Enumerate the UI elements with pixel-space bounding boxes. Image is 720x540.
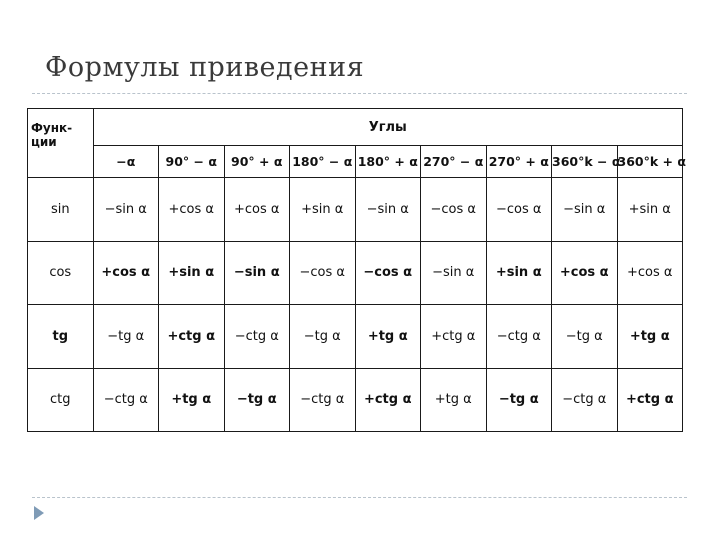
- function-name-cell: cos: [28, 241, 94, 305]
- table-row-cos: [28, 241, 683, 305]
- value-cell: −sin α: [552, 178, 618, 242]
- value-cell: +sin α: [159, 241, 225, 305]
- bottom-divider: [32, 497, 687, 498]
- value-cell: −ctg α: [93, 368, 159, 432]
- value-cell: +ctg α: [159, 305, 225, 369]
- value-cell: −tg α: [93, 305, 159, 369]
- value-cell: +sin α: [486, 241, 552, 305]
- value-cell: −sin α: [421, 241, 487, 305]
- value-cell: −tg α: [290, 305, 356, 369]
- value-cell: +cos α: [552, 241, 618, 305]
- value-cell: +tg α: [159, 368, 225, 432]
- value-cell: −sin α: [355, 178, 421, 242]
- table-row-ctg: [28, 368, 683, 432]
- angle-header-cell: 180° − α: [290, 146, 356, 178]
- angle-header-cell: 360°k + α: [617, 146, 683, 178]
- value-cell: +ctg α: [355, 368, 421, 432]
- angle-header-cell: −α: [93, 146, 159, 178]
- angles-header: Углы: [93, 109, 683, 146]
- value-cell: −tg α: [552, 305, 618, 369]
- value-cell: +tg α: [617, 305, 683, 369]
- value-cell: −tg α: [486, 368, 552, 432]
- value-cell: −ctg α: [290, 368, 356, 432]
- value-cell: +tg α: [421, 368, 487, 432]
- function-name-cell: tg: [28, 305, 94, 369]
- value-cell: −sin α: [224, 241, 290, 305]
- angle-header-cell: 270° + α: [486, 146, 552, 178]
- triangle-bullet-icon: [34, 506, 44, 520]
- value-cell: −cos α: [355, 241, 421, 305]
- functions-header: [28, 109, 94, 178]
- value-cell: −sin α: [93, 178, 159, 242]
- top-divider: [32, 93, 687, 94]
- angle-header-cell: 90° + α: [224, 146, 290, 178]
- value-cell: +cos α: [617, 241, 683, 305]
- value-cell: −tg α: [224, 368, 290, 432]
- value-cell: +ctg α: [617, 368, 683, 432]
- angle-header-cell: 270° − α: [421, 146, 487, 178]
- angle-header-cell: 360°k − α: [552, 146, 618, 178]
- value-cell: +ctg α: [421, 305, 487, 369]
- table-row-sin: [28, 178, 683, 242]
- angle-header-cell: 90° − α: [159, 146, 225, 178]
- value-cell: +sin α: [617, 178, 683, 242]
- value-cell: +cos α: [159, 178, 225, 242]
- reduction-formulas-table: [27, 108, 686, 432]
- value-cell: −ctg α: [486, 305, 552, 369]
- value-cell: +cos α: [93, 241, 159, 305]
- value-cell: −cos α: [290, 241, 356, 305]
- functions-header-line2: ции: [31, 135, 57, 149]
- value-cell: −ctg α: [552, 368, 618, 432]
- functions-header-line1: Функ-: [31, 121, 73, 135]
- angle-header-cell: 180° + α: [355, 146, 421, 178]
- table-row-tg: [28, 305, 683, 369]
- value-cell: −ctg α: [224, 305, 290, 369]
- reduction-formulas-table-container: [27, 108, 686, 432]
- value-cell: −cos α: [486, 178, 552, 242]
- value-cell: +tg α: [355, 305, 421, 369]
- slide-title: Формулы приведения: [45, 52, 365, 83]
- value-cell: −cos α: [421, 178, 487, 242]
- value-cell: +sin α: [290, 178, 356, 242]
- function-name-cell: sin: [28, 178, 94, 242]
- function-name-cell: ctg: [28, 368, 94, 432]
- value-cell: +cos α: [224, 178, 290, 242]
